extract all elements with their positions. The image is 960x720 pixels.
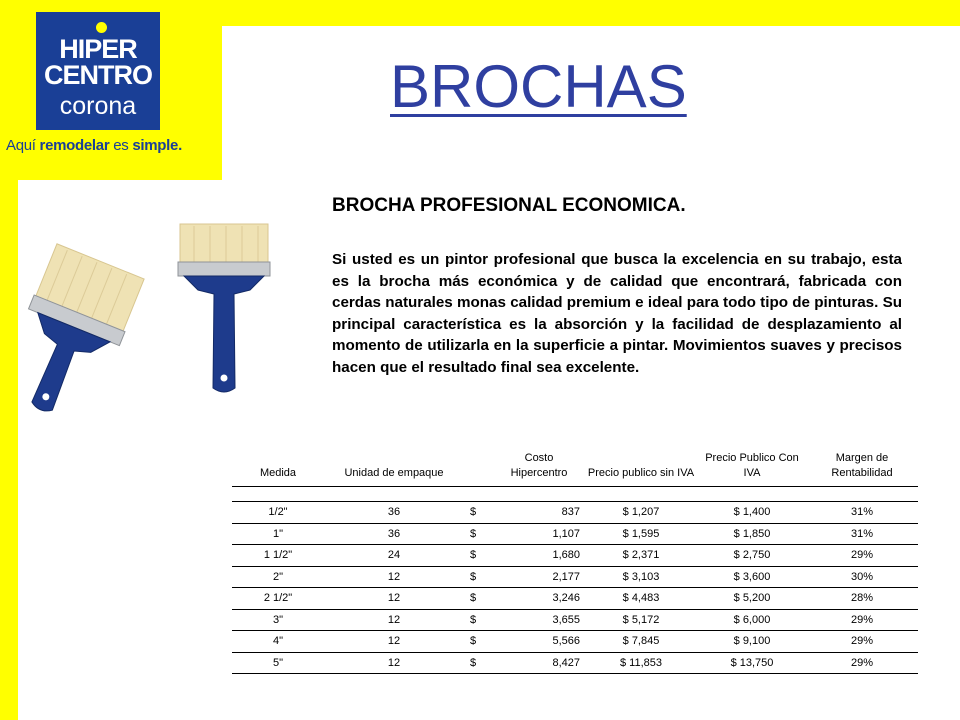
table-cell [494, 487, 584, 502]
table-cell: 36 [324, 502, 464, 524]
logo-text-corona: corona [59, 92, 137, 120]
column-header: Unidad de empaque [324, 445, 464, 487]
product-title: BROCHA PROFESIONAL ECONOMICA. [332, 195, 686, 216]
table-cell: $ [464, 652, 494, 674]
table-cell: 1,680 [494, 545, 584, 567]
logo-text-hiper: HIPER [59, 34, 137, 64]
table-row [232, 502, 918, 524]
logo-tagline [6, 137, 182, 154]
table-cell [584, 487, 698, 502]
table-cell: 1 1/2" [232, 545, 324, 567]
table-cell: 837 [494, 502, 584, 524]
table-cell: 29% [806, 609, 918, 631]
table-cell: $ 3,103 [584, 566, 698, 588]
table-spacer-row [232, 487, 918, 502]
table-row [232, 523, 918, 545]
table-cell: 28% [806, 588, 918, 610]
brand-logo [0, 0, 222, 180]
table-cell: $ 5,200 [698, 588, 806, 610]
table-cell: $ 7,845 [584, 631, 698, 653]
table-cell: $ 1,850 [698, 523, 806, 545]
table-row [232, 588, 918, 610]
table-cell: 29% [806, 652, 918, 674]
table-cell: 12 [324, 588, 464, 610]
table-cell: 3" [232, 609, 324, 631]
paint-brushes-image [22, 210, 322, 420]
table-cell: 5" [232, 652, 324, 674]
table-cell: $ 4,483 [584, 588, 698, 610]
table-cell: 5,566 [494, 631, 584, 653]
logo-text-centro: CENTRO [44, 60, 152, 90]
table-cell: $ 5,172 [584, 609, 698, 631]
table-cell: 1/2" [232, 502, 324, 524]
table-cell: $ [464, 545, 494, 567]
table-cell: 29% [806, 631, 918, 653]
table-cell [698, 487, 806, 502]
table-cell: 2,177 [494, 566, 584, 588]
table-cell: 30% [806, 566, 918, 588]
column-header: Margen de Rentabilidad [806, 445, 918, 487]
price-table [232, 445, 918, 674]
table-cell: 3,655 [494, 609, 584, 631]
table-cell: $ [464, 631, 494, 653]
table-cell: 1,107 [494, 523, 584, 545]
table-cell: $ [464, 566, 494, 588]
table-cell [232, 487, 324, 502]
table-cell [464, 487, 494, 502]
table-cell: 4" [232, 631, 324, 653]
column-header: Costo Hipercentro [494, 445, 584, 487]
table-cell: 31% [806, 523, 918, 545]
table-cell [806, 487, 918, 502]
tagline-part: simple. [132, 137, 182, 154]
table-cell: $ 1,595 [584, 523, 698, 545]
table-cell: 8,427 [494, 652, 584, 674]
table-header-row [232, 445, 918, 487]
table-cell: 3,246 [494, 588, 584, 610]
table-cell: $ [464, 502, 494, 524]
table-row [232, 609, 918, 631]
table-cell: 2 1/2" [232, 588, 324, 610]
table-cell: $ [464, 588, 494, 610]
brush-right-icon [178, 224, 270, 392]
table-cell: 36 [324, 523, 464, 545]
product-description: Si usted es un pintor profesional que busca la excelencia en su trabajo, esta es la brocha más económica y de calidad que encontrará, fabricada con cerdas naturales monas calidad premium e ideal para todo tipo de pinturas. Su principal característica es la absorción y la facilidad de desplazamiento al momento de utilizarla en la superficie a pintar. Movimientos suaves y precisos hacen que el resultado final sea excelente. [332, 251, 902, 376]
table-cell: $ 1,207 [584, 502, 698, 524]
table-row [232, 566, 918, 588]
tagline-part: remodelar [39, 137, 110, 154]
table-cell [324, 487, 464, 502]
logo-dot-icon [96, 22, 107, 33]
table-cell: $ [464, 523, 494, 545]
table-cell: 12 [324, 609, 464, 631]
column-header: Precio Publico Con IVA [698, 445, 806, 487]
page-title: BROCHAS [390, 53, 687, 120]
table-cell: 1" [232, 523, 324, 545]
table-cell: 12 [324, 566, 464, 588]
table-cell: $ 9,100 [698, 631, 806, 653]
table-cell: $ 2,750 [698, 545, 806, 567]
table-row [232, 631, 918, 653]
logo-badge [36, 12, 160, 130]
table-cell: $ 3,600 [698, 566, 806, 588]
column-header: Precio publico sin IVA [584, 445, 698, 487]
brush-left-icon [22, 243, 146, 420]
table-cell: $ 2,371 [584, 545, 698, 567]
table-cell: $ 11,853 [584, 652, 698, 674]
table-cell: 24 [324, 545, 464, 567]
column-header [464, 445, 494, 487]
table-cell: 12 [324, 652, 464, 674]
table-cell: 12 [324, 631, 464, 653]
column-header: Medida [232, 445, 324, 487]
table-row [232, 652, 918, 674]
table-cell: $ 6,000 [698, 609, 806, 631]
table-cell: $ 1,400 [698, 502, 806, 524]
table-row [232, 545, 918, 567]
tagline-part: Aquí [6, 137, 40, 154]
table-cell: $ 13,750 [698, 652, 806, 674]
tagline-part: es [109, 137, 133, 154]
table-cell: $ [464, 609, 494, 631]
table-cell: 31% [806, 502, 918, 524]
table-cell: 2" [232, 566, 324, 588]
table-cell: 29% [806, 545, 918, 567]
